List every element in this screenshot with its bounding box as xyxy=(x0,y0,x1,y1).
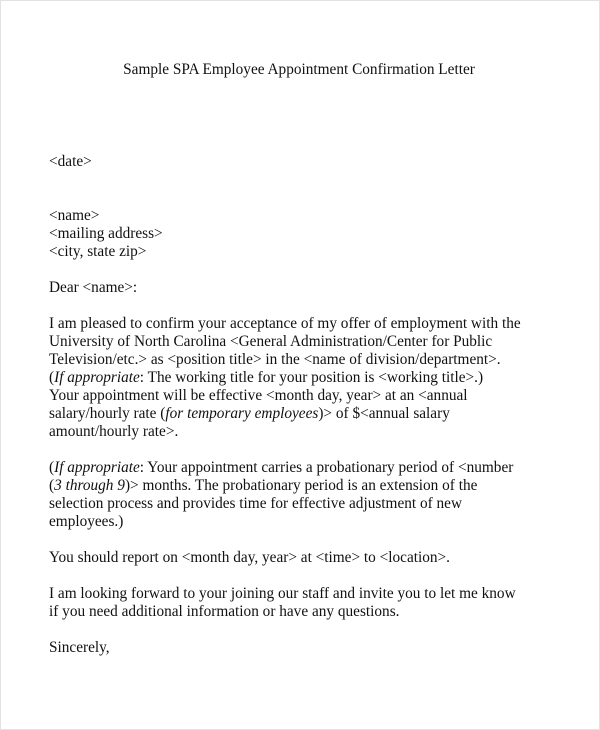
paragraph-line: Your appointment will be effective <month day, year> at an <annual xyxy=(49,387,468,404)
paragraph-line: Television/etc.> as <position title> in the <name of division/department>. xyxy=(49,351,501,368)
address-mailing: <mailing address> xyxy=(49,225,163,242)
salutation: Dear <name>: xyxy=(49,279,138,296)
paragraph-line: I am looking forward to your joining our staff and invite you to let me know xyxy=(49,585,516,602)
letter-title: Sample SPA Employee Appointment Confirmation Letter xyxy=(123,61,475,78)
paragraph-line: employees.) xyxy=(49,513,124,530)
address-name: <name> xyxy=(49,207,100,224)
line-rest: : Your appointment carries a probationary period of <number xyxy=(139,459,514,476)
paragraph-line: amount/hourly rate>. xyxy=(49,423,179,440)
recipient-address xyxy=(49,207,549,261)
paragraph-offer xyxy=(49,315,549,441)
paragraph-line xyxy=(49,459,549,477)
date-placeholder: <date> xyxy=(49,153,92,170)
line-rest: )> months. The probationary period is an extension of the xyxy=(124,477,478,494)
paragraph-line xyxy=(49,405,549,423)
paragraph-probation xyxy=(49,459,549,531)
paren-open: ( xyxy=(49,477,55,494)
paragraph-line: selection process and provides time for effective adjustment of new xyxy=(49,495,463,512)
paragraph-report: You should report on <month day, year> at <time> to <location>. xyxy=(49,549,450,566)
paragraph-line xyxy=(49,477,549,495)
paren-open: ( xyxy=(49,459,55,476)
paragraph-closing-remarks xyxy=(49,585,549,621)
address-city: <city, state zip> xyxy=(49,243,147,260)
paragraph-line: University of North Carolina <General Administration/Center for Public xyxy=(49,333,493,350)
paragraph-line: I am pleased to confirm your acceptance of my offer of employment with the xyxy=(49,315,521,332)
paragraph-line: if you need additional information or have any questions. xyxy=(49,603,400,620)
line-rest: : The working title for your position is <working title>.) xyxy=(139,369,484,386)
italic-note: for temporary employees xyxy=(165,405,319,422)
closing: Sincerely, xyxy=(49,639,110,656)
paren-open: ( xyxy=(49,369,55,386)
italic-note: If appropriate xyxy=(54,369,140,386)
line-rest: )> of $<annual salary xyxy=(318,405,450,422)
italic-note: If appropriate xyxy=(54,459,140,476)
line-start: salary/hourly rate ( xyxy=(49,405,166,422)
italic-note: 3 through 9 xyxy=(54,477,125,494)
letter-body xyxy=(49,61,549,657)
paragraph-line xyxy=(49,369,549,387)
